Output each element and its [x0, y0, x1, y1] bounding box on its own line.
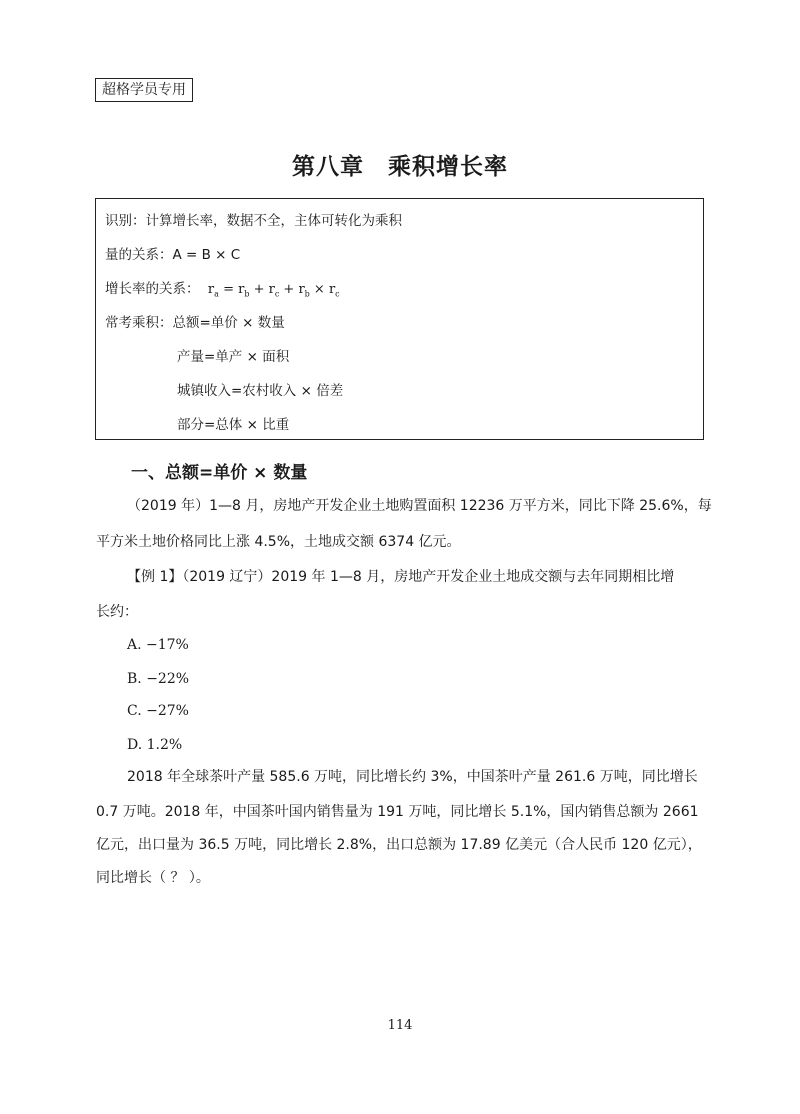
example-question-line: 长约：: [96, 604, 138, 620]
student-only-tag: 超格学员专用: [95, 78, 193, 102]
material-line: 2018 年全球茶叶产量 585.6 万吨，同比增长约 3%，中国茶叶产量 261.6 万吨，同比增长: [127, 769, 698, 785]
page-number: 114: [387, 1018, 413, 1033]
quantity-relation-line: 量的关系：A = B × C: [105, 247, 241, 263]
option-d: D. 1.2%: [127, 737, 183, 753]
chapter-title: 第八章 乘积增长率: [292, 154, 508, 180]
option-a: A. −17%: [127, 637, 189, 653]
material-line: 同比增长（ ？ ）。: [96, 870, 210, 886]
common-products-line: [105, 311, 285, 331]
growth-formula: $r_a = r_b + r_c + r_b \times r_c$: [203, 282, 340, 299]
material-line: 亿元，出口量为 36.5 万吨，同比增长 2.8%，出口总额为 17.89 亿美元（合人民币 120 亿元），: [96, 837, 702, 853]
product-item: 产量=单产 × 面积: [177, 349, 290, 365]
growth-relation-line: [105, 277, 340, 299]
option-b: B. −22%: [127, 671, 190, 687]
common-products-label: 常考乘积：: [105, 315, 173, 331]
identify-line: 识别：计算增长率，数据不全，主体可转化为乘积: [105, 213, 402, 229]
material-line: （2019 年）1—8 月，房地产开发企业土地购置面积 12236 万平方米，同比下降 25.6%，每: [127, 498, 712, 514]
product-item: 总额=单价 × 数量: [172, 315, 285, 331]
material-line: 平方米土地价格同比上涨 4.5%，土地成交额 6374 亿元。: [96, 534, 461, 550]
summary-box: [95, 198, 704, 440]
option-c: C. −27%: [127, 703, 189, 719]
material-line: 0.7 万吨。2018 年，中国茶叶国内销售量为 191 万吨，同比增长 5.1%，国内销售总额为 2661: [96, 804, 699, 820]
product-item: 部分=总体 × 比重: [177, 417, 290, 433]
section-heading: 一、总额=单价 × 数量: [131, 463, 308, 483]
product-item: 城镇收入=农村收入 × 倍差: [177, 383, 344, 399]
example-question-line: 【例 1】（2019 辽宁）2019 年 1—8 月，房地产开发企业土地成交额与去年同期相比增: [127, 569, 675, 585]
growth-relation-label: 增长率的关系：: [105, 281, 200, 297]
